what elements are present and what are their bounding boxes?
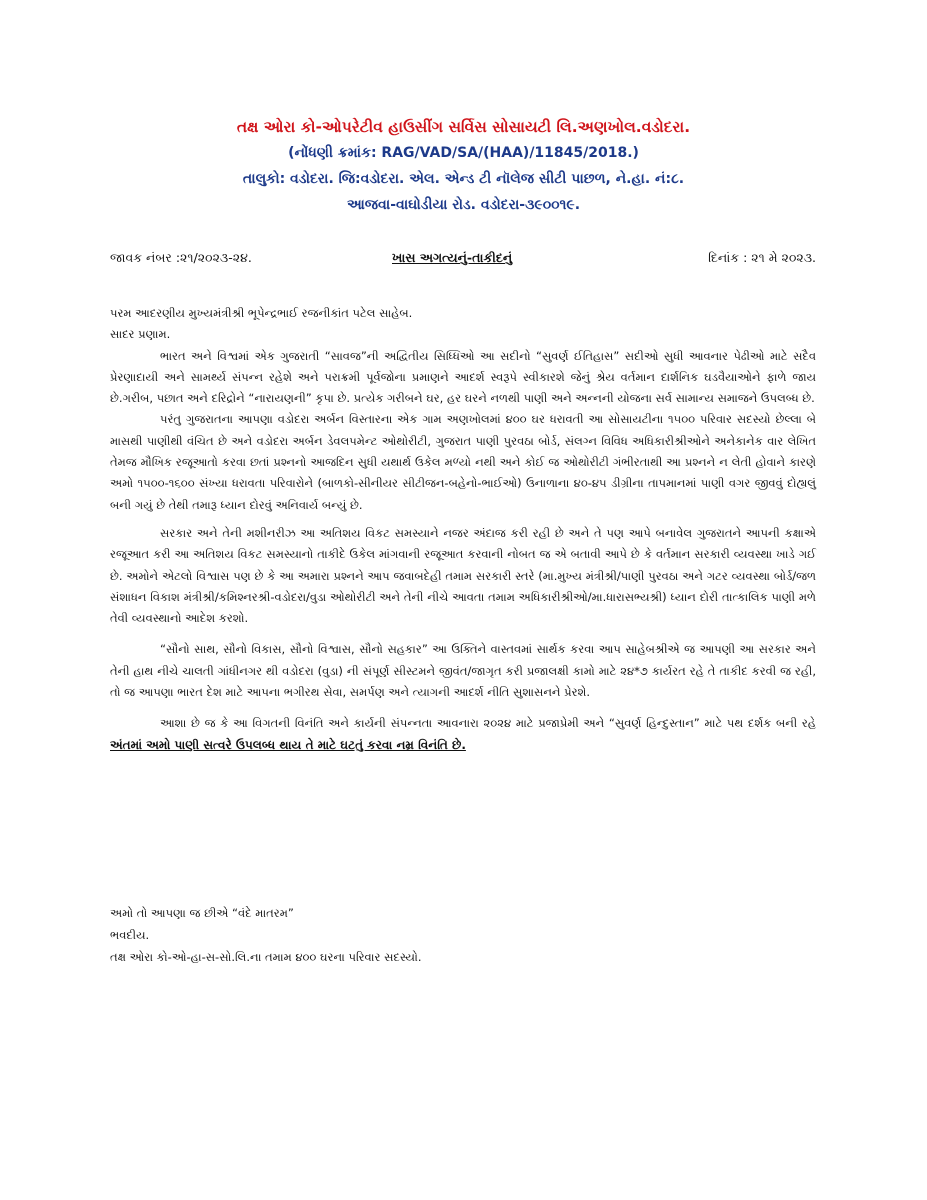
paragraph-1: ભારત અને વિશ્વમાં એક ગુજરાતી “સાવજ”ની અદ્વિતીય સિધ્ધિઓ આ સદીનો “સુવર્ણ ઈતિહાસ” સદીઓ સુધી આવનાર પેઢીઓ માટે સદૈવ પ્રેરણાદાયી અને સામર્થ્ય સંપન્ન રહેશે અને પરાક્રમી પૂર્વજોના પ્રમાણને આદર્શ સ્વરૂપે સ્વીકારશે જેનું શ્રેય વર્તમાન દાર્શનિક ઘડવૈયાઓને ફાળે જાય છે.ગરીબ, પછાત અને દરિદ્રોને “નારાયણની” કૃપા છે. પ્રત્યેક ગરીબને ઘર, હર ઘરને નળથી પાણી અને અન્નની યોજના સર્વ સામાન્ય સમાજને ઉપલબ્ધ છે.: [110, 348, 816, 406]
reference-line: [110, 248, 816, 268]
paragraph-2: પરંતુ ગુજરાતના આપણા વડોદરા અર્બન વિસ્તારના એક ગામ અણખોલમાં ૪૦૦ ઘર ધરાવતી આ સોસાયટીના ૧૫૦૦ પરિવાર સદસ્યો છેલ્લા બે માસથી પાણીથી વંચિત છે અને વડોદરા અર્બન ડેવલપમેન્ટ ઓથોરીટી, ગુજરાત પાણી પુરવઠા બોર્ડ, સંલગ્ન વિવિધ અધિકારીશ્રીઓને અનેકાનેક વાર લેખિત તેમજ મૌખિક રજૂઆતો કરવા છતાં પ્રશ્નનો આજદિન સુધી યથાર્થ ઉકેલ મળ્યો નથી અને કોઈ જ ઓથોરીટી ગંભીરતાથી આ પ્રશ્નને ન લેતી હોવાને કારણે અમો ૧૫૦૦-૧૬૦૦ સંખ્યા ધરાવતા પરિવારોને (બાળકો-સીનીયર સીટીજન-બહેનો-ભાઈઓ) ઉનાળાના ૪૦-૪૫ ડીગ્રીના તાપમાનમાં પાણી વગર જીવવું દોહ્યલું બની ગયું છે તેથી તમારૂ ધ્યાન દોરવું અનિવાર્ય બન્યું છે.: [110, 412, 816, 512]
salutation-addressee: પરમ આદરણીય મુખ્યમંત્રીશ્રી ભૂપેન્દ્રભાઈ રજનીકાંત પટેલ સાહેબ.: [110, 306, 413, 320]
subject-urgent: ખાસ અગત્યનું-તાકીદનું: [392, 250, 513, 265]
letterhead: [0, 114, 927, 218]
letter-body: [110, 303, 816, 756]
paragraph-3: સરકાર અને તેની મશીનરીઝ આ અતિશય વિકટ સમસ્યાને નજર અંદાજ કરી રહી છે અને તે પણ આપે બનાવેલ ગુજરાતને આપની કક્ષાએ રજૂઆત કરી આ અતિશય વિકટ સમસ્યાનો તાકીદે ઉકેલ માંગવાની રજૂઆત કરવાની નોબત જ એ બતાવી આપે છે કે વર્તમાન સરકારી વ્યવસ્થા ખાડે ગઈ છે. અમોને એટલો વિશ્વાસ પણ છે કે આ અમારા પ્રશ્નને આપ જવાબદેહી તમામ સરકારી સ્તરે (મા.મુખ્ય મંત્રીશ્રી/પાણી પુરવઠા અને ગટર વ્યવસ્થા બોર્ડ/જળ સંશાધન વિકાશ મંત્રીશ્રી/કમિશ્નરશ્રી-વડોદરા/વુડા ઓથોરીટી અને તેની નીચે આવતા તમામ અધિકારીશ્રીઓ/મા.ધારાસભ્યશ્રી) ધ્યાન દોરી તાત્કાલિક પાણી મળે તેવી વ્યવસ્થાનો આદેશ કરશો.: [110, 525, 816, 626]
paragraph-4: “સૌનો સાથ, સૌનો વિકાસ, સૌનો વિશ્વાસ, સૌનો સહકાર” આ ઉક્તિને વાસ્તવમાં સાર્થક કરવા આપ સાહેબશ્રીએ જ આપણી આ સરકાર અને તેની હાથ નીચે ચાલતી ગાંધીનગર થી વડોદરા (વુડા) ની સંપૂર્ણ સીસ્ટમને જીવંત/જાગૃત કરી પ્રજાલક્ષી કામો માટે ૨૪*૭ કાર્યરત રહે તે તાકીદ કરવી જ રહી, તો જ આપણા ભારત દેશ માટે આપના ભગીરથ સેવા, સમર્પણ અને ત્યાગની આદર્શ નીતિ સુશાસનને પ્રેરશે.: [110, 642, 816, 700]
request-emphasis: અંતમાં અમો પાણી સત્વરે ઉપલબ્ધ થાય તે માટે ઘટતું કરવા નમ્ર વિનંતિ છે.: [110, 737, 466, 752]
society-name: તક્ષ ઓરા કો-ઓપરેટીવ હાઉસીંગ સર્વિસ સોસાયટી લિ.અણખોલ.વડોદરા.: [236, 118, 691, 136]
closing-vande-mataram: અમો તો આપણા જ છીએ “વંદે માતરમ”: [110, 906, 294, 920]
letter-date: દિનાંક : ૨૧ મે ૨૦૨૩.: [708, 250, 816, 265]
salutation-greeting: સાદર પ્રણામ.: [110, 327, 171, 342]
closing-signatories: તક્ષ ઓરા કો-ઓ-હા-સ-સો.લિ.ના તમામ ૪૦૦ ઘરના પરિવાર સદસ્યો.: [110, 950, 422, 964]
address-line-2: આજવા-વાઘોડીયા રોડ. વડોદરા-૩૯૦૦૧૯.: [346, 197, 581, 213]
closing-block: [110, 902, 816, 968]
closing-yours: ભવદીય.: [110, 928, 150, 942]
paragraph-5: [110, 713, 816, 756]
outward-number: જાવક નંબર :૨૧/૨૦૨૩-૨૪.: [110, 250, 252, 265]
registration-number: (નોંધણી ક્રમાંક: RAG/VAD/SA/(HAA)/11845/2018.): [288, 145, 639, 161]
paragraph-5-text: આશા છે જ કે આ વિગતની વિનંતિ અને કાર્યની સંપન્નતા આવનારા ૨૦૨૪ માટે પ્રજાપ્રેમી અને “સુવર્ણ હિન્દુસ્તાન” માટે પથ દર્શક બની રહે: [160, 716, 816, 731]
address-line-1: તાલુકો: વડોદરા. જિ:વડોદરા. એલ. એન્ડ ટી નૉલેજ સીટી પાછળ, ને.હા. નં:૮.: [242, 171, 685, 187]
